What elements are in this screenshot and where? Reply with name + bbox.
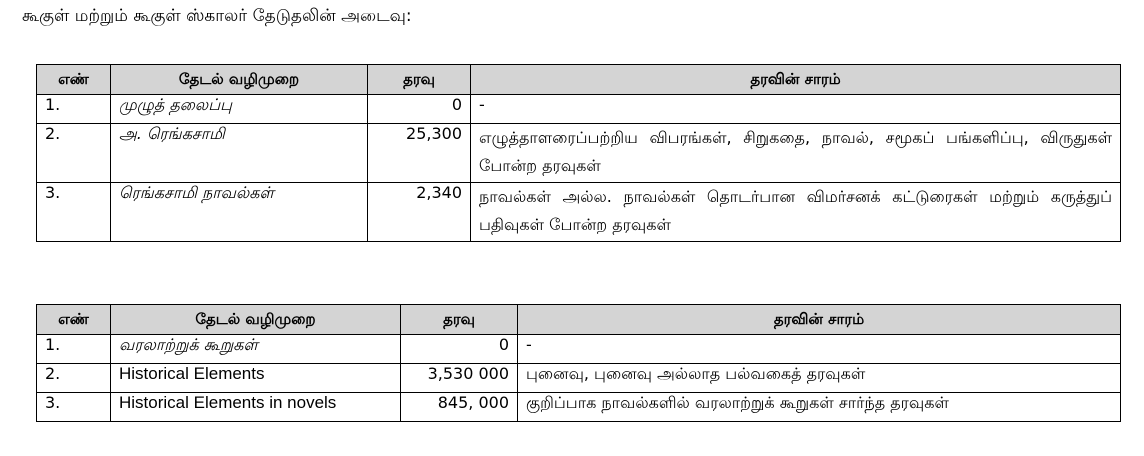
row-summary: நாவல்கள் அல்ல. நாவல்கள் தொடர்பான விமர்சனக் கட்டுரைகள் மற்றும் கருத்துப் பதிவுகள் போன்ற தரவுகள் — [471, 183, 1121, 242]
table-header-row — [37, 65, 1121, 95]
header-number: எண் — [37, 65, 111, 95]
row-data-count: 2,340 — [368, 183, 471, 242]
table-row — [37, 364, 1121, 393]
row-search-method: Historical Elements — [111, 364, 401, 393]
header-data-summary: தரவின் சாரம் — [518, 305, 1121, 335]
search-results-table-1 — [36, 64, 1121, 242]
search-results-table-2 — [36, 304, 1121, 422]
table-row — [37, 335, 1121, 364]
table-row — [37, 95, 1121, 124]
row-number: 2. — [37, 124, 111, 183]
header-data-count: தரவு — [401, 305, 518, 335]
row-number: 2. — [37, 364, 111, 393]
row-search-method: ரெங்கசாமி நாவல்கள் — [111, 183, 368, 242]
row-number: 3. — [37, 183, 111, 242]
row-search-method: வரலாற்றுக் கூறுகள் — [111, 335, 401, 364]
table-header-row — [37, 305, 1121, 335]
row-summary: - — [518, 335, 1121, 364]
row-number: 1. — [37, 95, 111, 124]
table-row — [37, 393, 1121, 422]
row-summary: - — [471, 95, 1121, 124]
table-row — [37, 183, 1121, 242]
row-data-count: 3,530 000 — [401, 364, 518, 393]
header-search-method: தேடல் வழிமுறை — [111, 305, 401, 335]
row-data-count: 25,300 — [368, 124, 471, 183]
row-summary: புனைவு, புனைவு அல்லாத பல்வகைத் தரவுகள் — [518, 364, 1121, 393]
header-number: எண் — [37, 305, 111, 335]
row-number: 3. — [37, 393, 111, 422]
header-search-method: தேடல் வழிமுறை — [111, 65, 368, 95]
document-heading: கூகுள் மற்றும் கூகுள் ஸ்காலர் தேடுதலின் அடைவு: — [22, 6, 412, 26]
row-search-method: அ. ரெங்கசாமி — [111, 124, 368, 183]
row-data-count: 0 — [368, 95, 471, 124]
row-search-method: Historical Elements in novels — [111, 393, 401, 422]
row-number: 1. — [37, 335, 111, 364]
row-summary: குறிப்பாக நாவல்களில் வரலாற்றுக் கூறுகள் சார்ந்த தரவுகள் — [518, 393, 1121, 422]
row-summary: எழுத்தாளரைப்பற்றிய விபரங்கள், சிறுகதை, நாவல், சமூகப் பங்களிப்பு, விருதுகள் போன்ற தரவுகள் — [471, 124, 1121, 183]
table-row — [37, 124, 1121, 183]
header-data-count: தரவு — [368, 65, 471, 95]
row-data-count: 845, 000 — [401, 393, 518, 422]
row-data-count: 0 — [401, 335, 518, 364]
row-search-method: முழுத் தலைப்பு — [111, 95, 368, 124]
header-data-summary: தரவின் சாரம் — [471, 65, 1121, 95]
